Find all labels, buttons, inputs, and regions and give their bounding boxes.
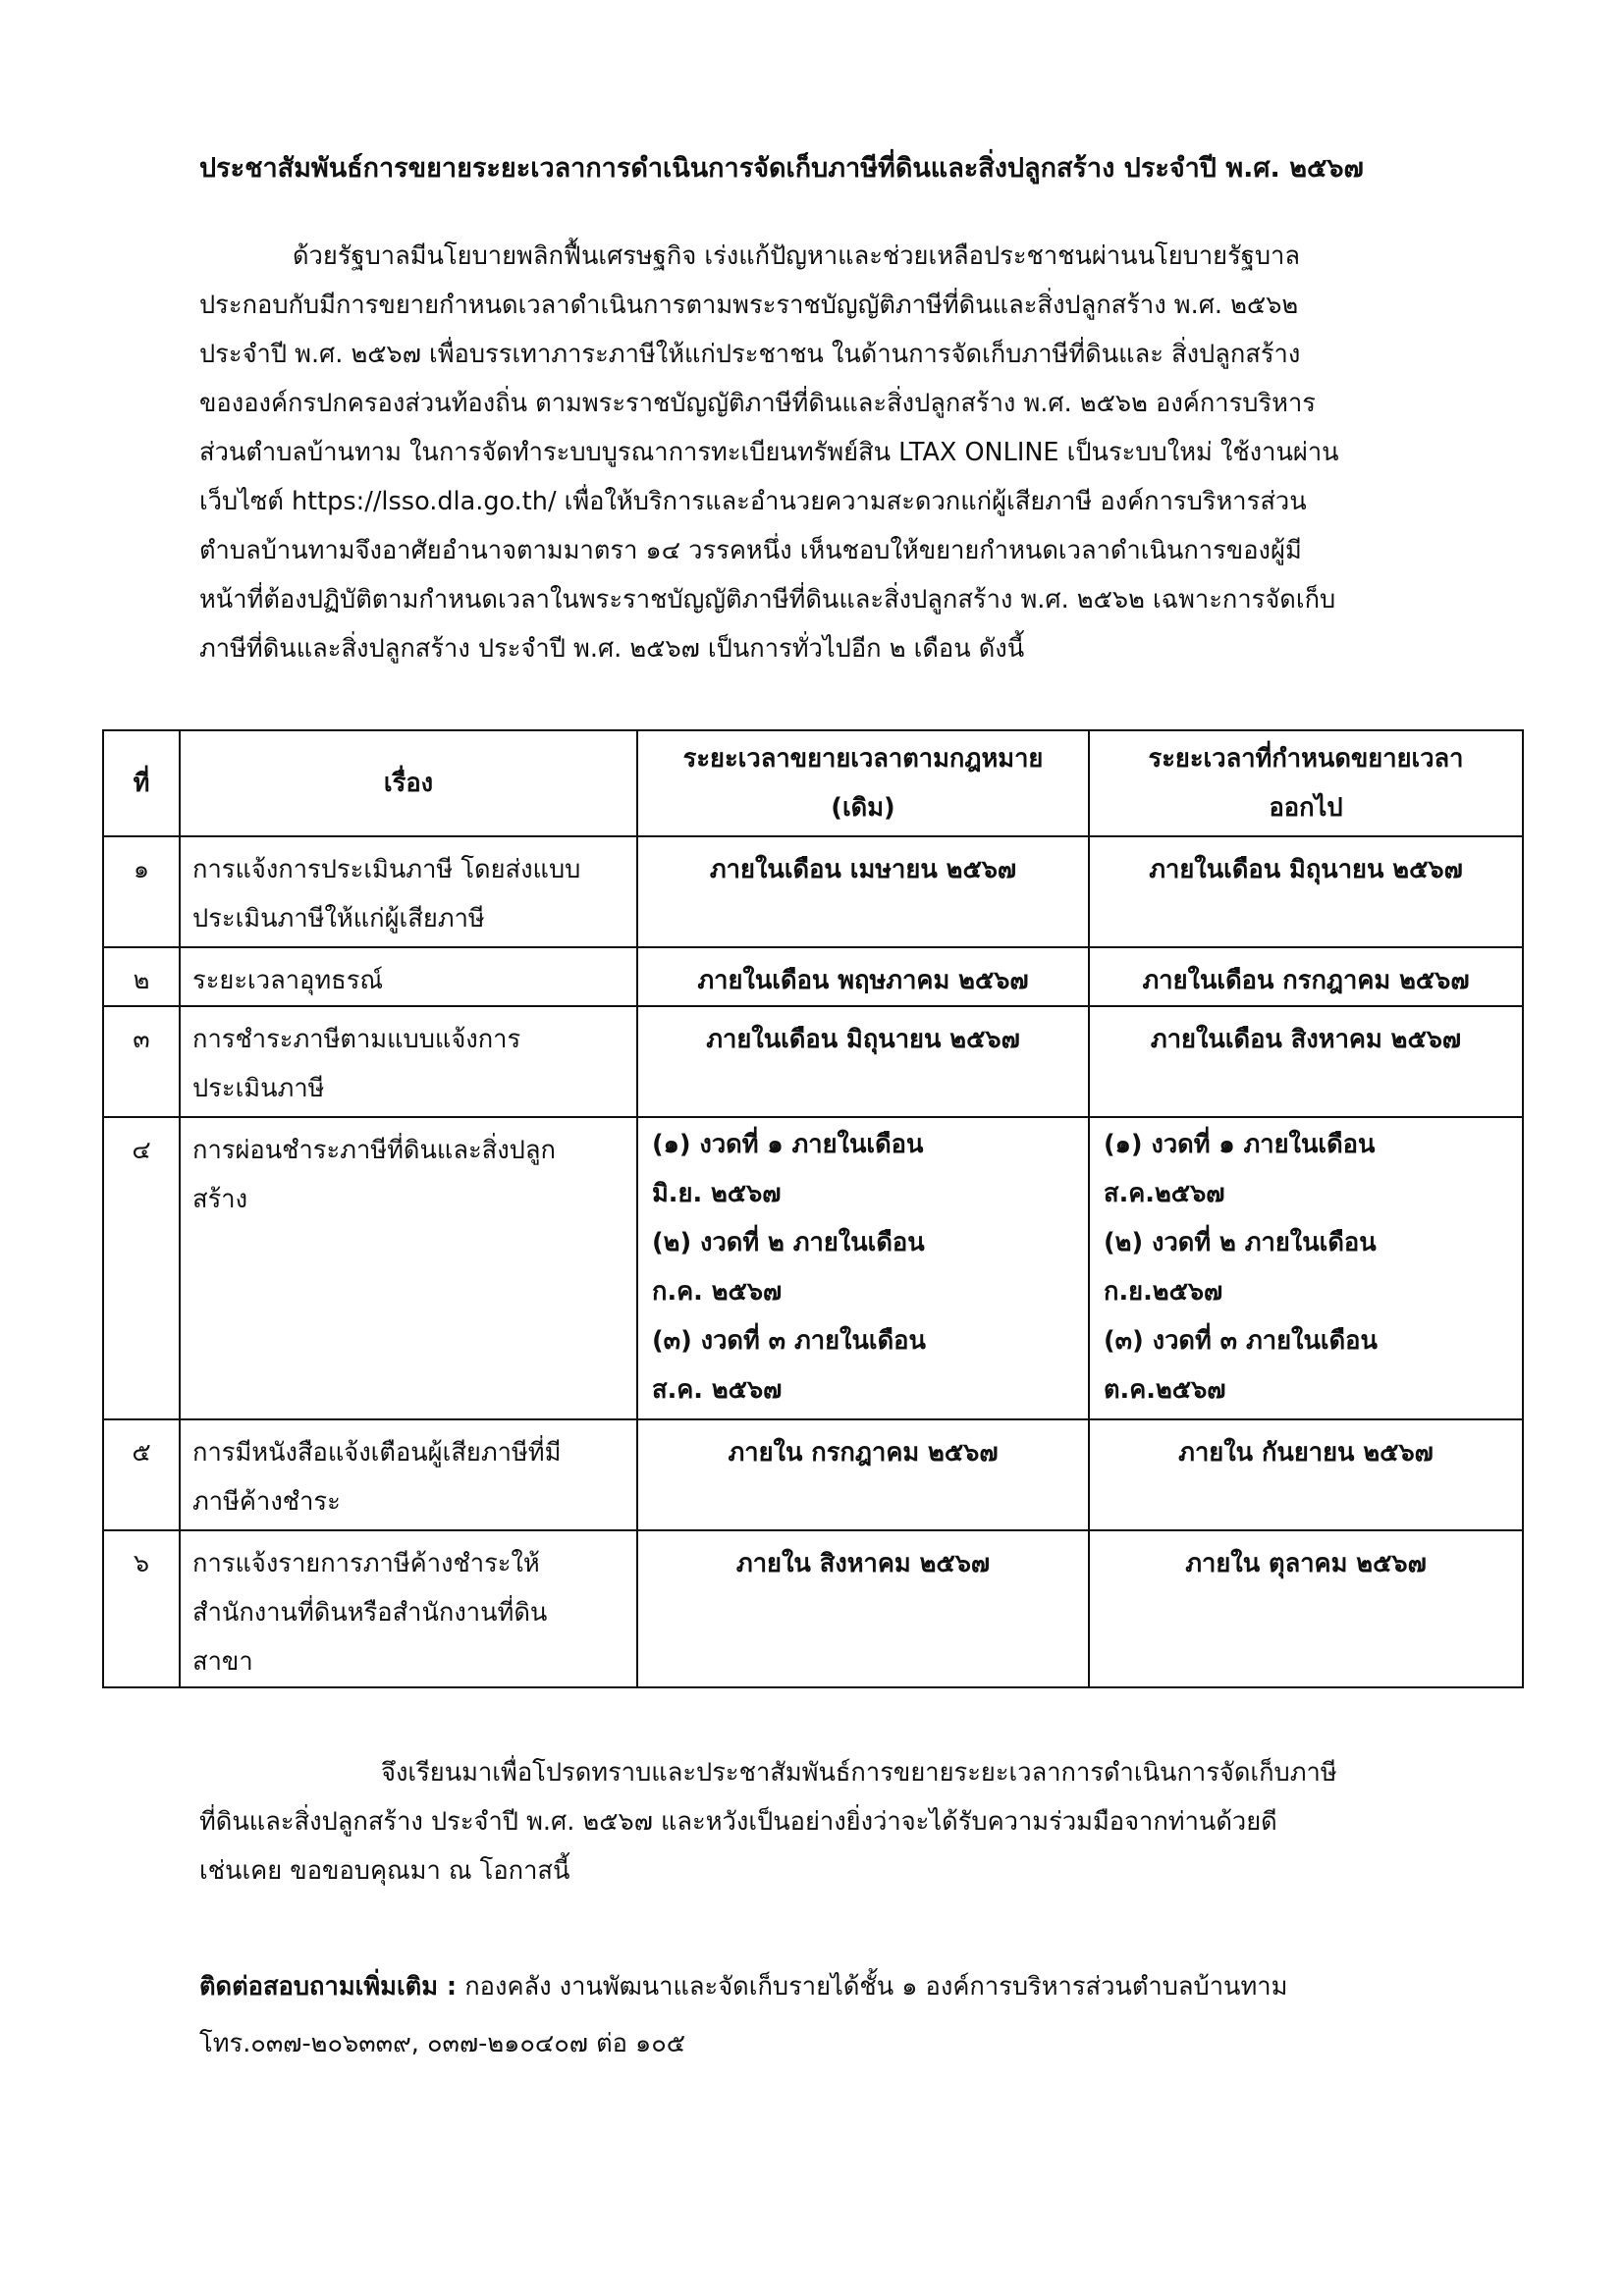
contact-label: ติดต่อสอบถามเพิ่มเติม : bbox=[199, 1972, 458, 2002]
table-row bbox=[103, 1006, 1523, 1117]
row-subject bbox=[180, 1006, 637, 1117]
intro-paragraph bbox=[199, 232, 1436, 673]
intro-line: ภาษีที่ดินและสิ่งปลูกสร้าง ประจำปี พ.ศ. ๒๕๖๗ เป็นการทั่วไปอีก ๒ เดือน ดังนี้ bbox=[199, 634, 1025, 664]
row-number: ๑ bbox=[103, 836, 180, 947]
table-row bbox=[103, 1530, 1523, 1687]
installment-line: ส.ค.๒๕๖๗ bbox=[1104, 1179, 1225, 1208]
intro-line: ประจำปี พ.ศ. ๒๕๖๗ เพื่อบรรเทาภาระภาษีให้แก่ประชาชน ในด้านการจัดเก็บภาษีที่ดินและ สิ่งปลูกสร้าง bbox=[199, 340, 1301, 369]
closing-line: เช่นเคย ขอขอบคุณมา ณ โอกาสนี้ bbox=[199, 1856, 570, 1886]
row-subject-line: ระยะเวลาอุทธรณ์ bbox=[192, 966, 384, 995]
row-subject-line: สำนักงานที่ดินหรือสำนักงานที่ดิน bbox=[192, 1598, 548, 1628]
contact-line bbox=[199, 1958, 1476, 2015]
header-extended-line: ออกไป bbox=[1269, 793, 1343, 823]
intro-line: ประกอบกับมีการขยายกำหนดเวลาดำเนินการตามพระราชบัญญัติภาษีที่ดินและสิ่งปลูกสร้าง พ.ศ. ๒๕๖๒ bbox=[199, 291, 1299, 320]
row-original-deadline: ภายในเดือน พฤษภาคม ๒๕๖๗ bbox=[637, 947, 1089, 1006]
installment-line: (๓) งวดที่ ๓ ภายในเดือน bbox=[1104, 1326, 1378, 1356]
row-subject-line: สร้าง bbox=[192, 1185, 248, 1214]
row-number: ๔ bbox=[103, 1117, 180, 1419]
row-original-deadline: ภายในเดือน มิถุนายน ๒๕๖๗ bbox=[637, 1006, 1089, 1117]
intro-line: ตำบลบ้านทามจึงอาศัยอำนาจตามมาตรา ๑๔ วรรคหนึ่ง เห็นชอบให้ขยายกำหนดเวลาดำเนินการของผู้มี bbox=[199, 536, 1302, 565]
row-subject-line: การผ่อนชำระภาษีที่ดินและสิ่งปลูก bbox=[192, 1136, 556, 1165]
contact-office: กองคลัง งานพัฒนาและจัดเก็บรายได้ชั้น ๑ องค์การบริหารส่วนตำบลบ้านทาม bbox=[464, 1972, 1288, 2002]
row-extended-deadline: ภายใน ตุลาคม ๒๕๖๗ bbox=[1089, 1530, 1523, 1687]
table-row bbox=[103, 1117, 1523, 1419]
row-subject-line: ประเมินภาษีให้แก่ผู้เสียภาษี bbox=[192, 904, 485, 934]
row-subject-line: ภาษีค้างชำระ bbox=[192, 1487, 341, 1517]
installment-line: ก.ค. ๒๕๖๗ bbox=[652, 1277, 783, 1307]
intro-line: เว็บไซต์ https://lsso.dla.go.th/ เพื่อให้บริการและอำนวยความสะดวกแก่ผู้เสียภาษี องค์การบริหารส่วน bbox=[199, 487, 1307, 516]
installment-line: ก.ย.๒๕๖๗ bbox=[1104, 1277, 1223, 1307]
installment-line: (๑) งวดที่ ๑ ภายในเดือน bbox=[652, 1130, 924, 1159]
row-subject bbox=[180, 1530, 637, 1687]
header-original-line: ระยะเวลาขยายเวลาตามกฎหมาย bbox=[682, 744, 1044, 774]
installment-line: ส.ค. ๒๕๖๗ bbox=[652, 1375, 783, 1405]
row-subject-line: การแจ้งรายการภาษีค้างชำระให้ bbox=[192, 1549, 540, 1578]
row-extended-deadline: ภายในเดือน กรกฎาคม ๒๕๖๗ bbox=[1089, 947, 1523, 1006]
row-original-deadline: ภายใน สิงหาคม ๒๕๖๗ bbox=[637, 1530, 1089, 1687]
contact-phone: โทร.๐๓๗-๒๐๖๓๓๙, ๐๓๗-๒๑๐๔๐๗ ต่อ ๑๐๕ bbox=[199, 2029, 686, 2058]
intro-line: หน้าที่ต้องปฏิบัติตามกำหนดเวลาในพระราชบัญญัติภาษีที่ดินและสิ่งปลูกสร้าง พ.ศ. ๒๕๖๒ เฉพาะการจัดเก็บ bbox=[199, 585, 1336, 614]
header-original bbox=[637, 730, 1089, 836]
row-subject-line: การชำระภาษีตามแบบแจ้งการ bbox=[192, 1025, 521, 1054]
row-subject bbox=[180, 947, 637, 1006]
intro-line: ขององค์กรปกครองส่วนท้องถิ่น ตามพระราชบัญญัติภาษีที่ดินและสิ่งปลูกสร้าง พ.ศ. ๒๕๖๒ องค์การบริหาร bbox=[199, 389, 1316, 418]
intro-line: ด้วยรัฐบาลมีนโยบายพลิกฟื้นเศรษฐกิจ เร่งแก้ปัญหาและช่วยเหลือประชาชนผ่านนโยบายรัฐบาล bbox=[293, 241, 1300, 271]
table-header-row bbox=[103, 730, 1523, 836]
table-row bbox=[103, 836, 1523, 947]
installment-line: ต.ค.๒๕๖๗ bbox=[1104, 1375, 1226, 1405]
closing-line: ที่ดินและสิ่งปลูกสร้าง ประจำปี พ.ศ. ๒๕๖๗ และหวังเป็นอย่างยิ่งว่าจะได้รับความร่วมมือจากท่านด้วยดี bbox=[199, 1807, 1277, 1837]
header-subject: เรื่อง bbox=[180, 730, 637, 836]
installment-line: (๑) งวดที่ ๑ ภายในเดือน bbox=[1104, 1130, 1376, 1159]
row-number: ๒ bbox=[103, 947, 180, 1006]
schedule-table bbox=[102, 729, 1524, 1688]
row-number: ๖ bbox=[103, 1530, 180, 1687]
row-subject bbox=[180, 1117, 637, 1419]
row-extended-deadline: ภายใน กันยายน ๒๕๖๗ bbox=[1089, 1419, 1523, 1530]
closing-line: จึงเรียนมาเพื่อโปรดทราบและประชาสัมพันธ์การขยายระยะเวลาการดำเนินการจัดเก็บภาษี bbox=[381, 1758, 1337, 1788]
row-extended-deadline: ภายในเดือน สิงหาคม ๒๕๖๗ bbox=[1089, 1006, 1523, 1117]
header-extended bbox=[1089, 730, 1523, 836]
installment-line: (๒) งวดที่ ๒ ภายในเดือน bbox=[652, 1228, 925, 1257]
closing-paragraph bbox=[199, 1748, 1436, 1896]
header-extended-line: ระยะเวลาที่กำหนดขยายเวลา bbox=[1148, 744, 1464, 774]
installment-line: (๒) งวดที่ ๒ ภายในเดือน bbox=[1104, 1228, 1377, 1257]
header-original-line: (เดิม) bbox=[831, 793, 895, 823]
row-original-installments bbox=[637, 1117, 1089, 1419]
row-extended-installments bbox=[1089, 1117, 1523, 1419]
table-row bbox=[103, 947, 1523, 1006]
row-extended-deadline: ภายในเดือน มิถุนายน ๒๕๖๗ bbox=[1089, 836, 1523, 947]
row-number: ๓ bbox=[103, 1006, 180, 1117]
contact-block bbox=[199, 1958, 1476, 2072]
row-subject-line: ประเมินภาษี bbox=[192, 1074, 325, 1103]
row-number: ๕ bbox=[103, 1419, 180, 1530]
intro-line: ส่วนตำบลบ้านทาม ในการจัดทำระบบบูรณาการทะเบียนทรัพย์สิน LTAX ONLINE เป็นระบบใหม่ ใช้งานผ่าน bbox=[199, 438, 1339, 467]
document-title: ประชาสัมพันธ์การขยายระยะเวลาการดำเนินการจัดเก็บภาษีที่ดินและสิ่งปลูกสร้าง ประจำปี พ.ศ. ๒๕๖๗ bbox=[199, 153, 1364, 184]
row-original-deadline: ภายในเดือน เมษายน ๒๕๖๗ bbox=[637, 836, 1089, 947]
table-row bbox=[103, 1419, 1523, 1530]
installment-line: มิ.ย. ๒๕๖๗ bbox=[652, 1179, 782, 1208]
header-no: ที่ bbox=[103, 730, 180, 836]
row-subject-line: สาขา bbox=[192, 1647, 253, 1677]
row-subject-line: การมีหนังสือแจ้งเตือนผู้เสียภาษีที่มี bbox=[192, 1438, 562, 1468]
row-subject bbox=[180, 1419, 637, 1530]
row-original-deadline: ภายใน กรกฎาคม ๒๕๖๗ bbox=[637, 1419, 1089, 1530]
row-subject-line: การแจ้งการประเมินภาษี โดยส่งแบบ bbox=[192, 855, 581, 884]
installment-line: (๓) งวดที่ ๓ ภายในเดือน bbox=[652, 1326, 926, 1356]
row-subject bbox=[180, 836, 637, 947]
